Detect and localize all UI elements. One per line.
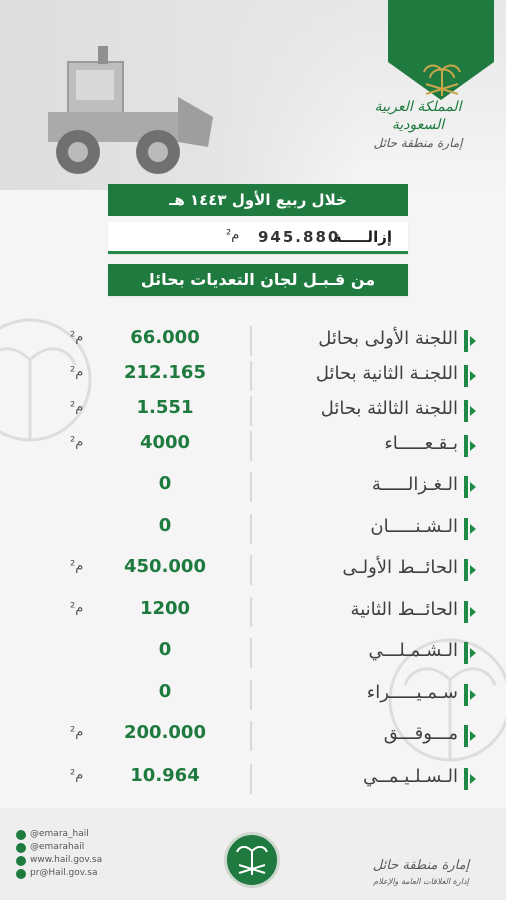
- removal-banner: [108, 222, 408, 254]
- bullet-bar: [464, 476, 468, 498]
- stat-unit: م²: [70, 725, 84, 740]
- social-links: [16, 828, 102, 880]
- stat-value: 0: [158, 515, 172, 536]
- row-separator: [250, 396, 252, 426]
- stat-row: [0, 634, 506, 674]
- stat-name: الـسـلـيـمــي: [363, 766, 458, 787]
- row-separator: [250, 597, 252, 627]
- bullet-triangle-icon: [470, 648, 476, 658]
- stat-value: 0: [158, 473, 172, 494]
- email-link[interactable]: pr@Hail.gov.sa: [16, 867, 102, 880]
- stat-row: [0, 322, 506, 362]
- stat-row: [0, 551, 506, 591]
- stat-name: اللجنة الأولى بحائل: [318, 328, 458, 349]
- palm-swords-emblem-icon: [420, 58, 464, 98]
- bullet-triangle-icon: [470, 441, 476, 451]
- ministry-seal-icon: [224, 832, 280, 888]
- committees-banner: من قـبـل لجان التعديات بحائل: [108, 264, 408, 296]
- stat-value: 10.964: [130, 765, 200, 786]
- globe-icon: [16, 856, 26, 866]
- website-link[interactable]: www.hail.gov.sa: [16, 854, 102, 867]
- hero-header: [0, 0, 506, 190]
- stat-name: اللجنـة الثانية بحائل: [315, 363, 458, 384]
- kingdom-title: [348, 98, 488, 152]
- stat-value: 1200: [139, 598, 191, 619]
- bullet-bar: [464, 559, 468, 581]
- bullet-bar: [464, 330, 468, 352]
- stat-name: الـشـمـلـــي: [368, 640, 458, 661]
- stat-unit: م²: [70, 435, 84, 450]
- kingdom-name: المملكة العربية السعودية: [374, 99, 462, 133]
- instagram-icon: [16, 843, 26, 853]
- stat-row: [0, 427, 506, 467]
- bullet-triangle-icon: [470, 690, 476, 700]
- removal-value: 945.880: [258, 228, 341, 246]
- bullet-triangle-icon: [470, 524, 476, 534]
- row-separator: [250, 680, 252, 710]
- bullet-bar: [464, 725, 468, 747]
- bullet-triangle-icon: [470, 731, 476, 741]
- bullet-bar: [464, 435, 468, 457]
- bullet-bar: [464, 365, 468, 387]
- stat-unit: م²: [70, 559, 84, 574]
- row-separator: [250, 472, 252, 502]
- seal-emblem-icon: [227, 835, 277, 885]
- stat-value: 0: [158, 681, 172, 702]
- stat-row: [0, 676, 506, 716]
- removal-unit: م²: [226, 228, 240, 243]
- twitter-icon: [16, 830, 26, 840]
- stat-value: 200.000: [124, 722, 206, 743]
- stat-name: الحائــط الأولـى: [342, 557, 458, 578]
- removal-label: إزالـــــة: [332, 228, 392, 246]
- bullet-triangle-icon: [470, 371, 476, 381]
- bullet-bar: [464, 768, 468, 790]
- stat-name: الحائــط الثانية: [350, 599, 458, 620]
- stat-name: اللجنة الثالثة بحائل: [320, 398, 458, 419]
- period-banner: خلال ربيع الأول ١٤٤٣ هـ: [108, 184, 408, 216]
- footer-brand: [356, 858, 486, 890]
- stat-name: الـغـزالـــــة: [371, 474, 458, 495]
- bullet-triangle-icon: [470, 565, 476, 575]
- row-separator: [250, 361, 252, 391]
- stat-name: بـقـعـــــاء: [384, 433, 458, 454]
- stat-unit: م²: [70, 330, 84, 345]
- stat-name: الـشـنـــــان: [370, 516, 458, 537]
- bullet-bar: [464, 400, 468, 422]
- stat-row: [0, 392, 506, 432]
- bullet-bar: [464, 684, 468, 706]
- row-separator: [250, 638, 252, 668]
- footer-brand-line1: إمارة منطقة حائل: [372, 858, 470, 873]
- stat-row: [0, 717, 506, 757]
- region-name: إمارة منطقة حائل: [373, 136, 463, 150]
- stat-value: 450.000: [124, 556, 206, 577]
- stat-unit: م²: [70, 601, 84, 616]
- stat-row: [0, 468, 506, 508]
- row-separator: [250, 431, 252, 461]
- stat-name: مـــوقـــق: [383, 723, 458, 744]
- bullet-bar: [464, 518, 468, 540]
- footer-brand-line2: إدارة العلاقات العامة والإعلام: [373, 877, 469, 886]
- row-separator: [250, 555, 252, 585]
- stat-row: [0, 357, 506, 397]
- bullet-triangle-icon: [470, 336, 476, 346]
- mail-icon: [16, 869, 26, 879]
- bullet-triangle-icon: [470, 774, 476, 784]
- instagram-link[interactable]: @emarahail: [16, 841, 102, 854]
- row-separator: [250, 514, 252, 544]
- stat-row: [0, 760, 506, 800]
- stat-unit: م²: [70, 400, 84, 415]
- bullet-triangle-icon: [470, 406, 476, 416]
- bullet-bar: [464, 601, 468, 623]
- stat-row: [0, 510, 506, 550]
- stat-unit: م²: [70, 365, 84, 380]
- row-separator: [250, 721, 252, 751]
- stat-value: 66.000: [130, 327, 200, 348]
- bullet-bar: [464, 642, 468, 664]
- bullet-triangle-icon: [470, 607, 476, 617]
- loader-image: [28, 42, 228, 182]
- bullet-triangle-icon: [470, 482, 476, 492]
- stat-value: 4000: [139, 432, 191, 453]
- row-separator: [250, 326, 252, 356]
- stat-value: 1.551: [136, 397, 194, 418]
- stat-row: [0, 593, 506, 633]
- row-separator: [250, 764, 252, 794]
- stat-name: سـمـيـــــراء: [366, 682, 458, 703]
- twitter-link[interactable]: @emara_hail: [16, 828, 102, 841]
- stat-value: 0: [158, 639, 172, 660]
- stat-unit: م²: [70, 768, 84, 783]
- stat-value: 212.165: [124, 362, 206, 383]
